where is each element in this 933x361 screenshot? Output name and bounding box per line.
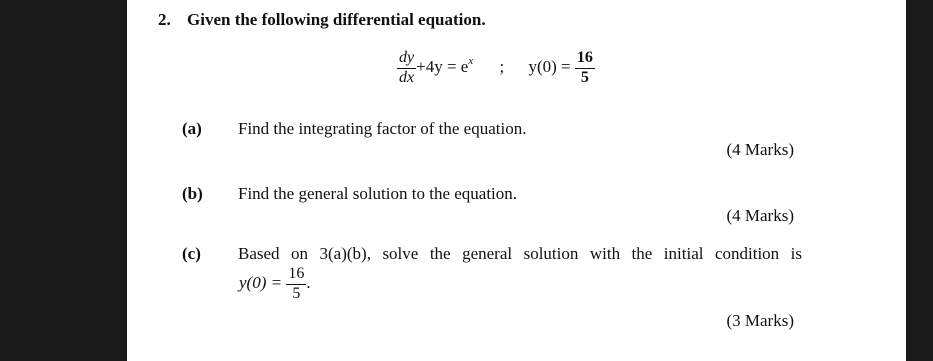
part-c-text: Based on 3(a)(b), solve the general solution with the initial condition is: [238, 244, 802, 263]
part-c-label: (c): [182, 244, 201, 263]
question-stem: Given the following differential equation.: [187, 10, 486, 29]
part-a-label: (a): [182, 119, 202, 138]
part-c-condition-numerator: 16: [286, 266, 306, 285]
derivative-fraction: [397, 50, 416, 87]
part-c-condition-lhs: y(0) =: [239, 273, 283, 293]
initial-condition-denominator: 5: [580, 68, 589, 86]
equation-separator: ;: [499, 57, 505, 77]
part-a-marks: (4 Marks): [726, 140, 794, 159]
part-b-marks: (4 Marks): [726, 206, 794, 225]
part-c-condition-denominator: 5: [292, 284, 301, 302]
question-number: 2.: [158, 10, 171, 29]
derivative-numerator: dy: [397, 50, 416, 69]
initial-condition-lhs: y(0) =: [528, 57, 571, 77]
equation-term: +4y = e: [416, 57, 469, 77]
part-b-label: (b): [182, 184, 203, 203]
part-a-text: Find the integrating factor of the equation.: [238, 119, 527, 138]
initial-condition-fraction: [575, 50, 595, 87]
part-c-initial-condition: [239, 266, 311, 303]
equation-exponent: x: [468, 55, 474, 68]
initial-condition-numerator: 16: [575, 50, 595, 69]
part-c-condition-fraction: [286, 266, 306, 303]
part-c-condition-end: .: [306, 273, 311, 293]
differential-equation: [397, 50, 595, 87]
derivative-denominator: dx: [399, 68, 415, 86]
exam-page: [127, 0, 906, 361]
part-c-marks: (3 Marks): [726, 311, 794, 330]
part-b-text: Find the general solution to the equation.: [238, 184, 518, 203]
